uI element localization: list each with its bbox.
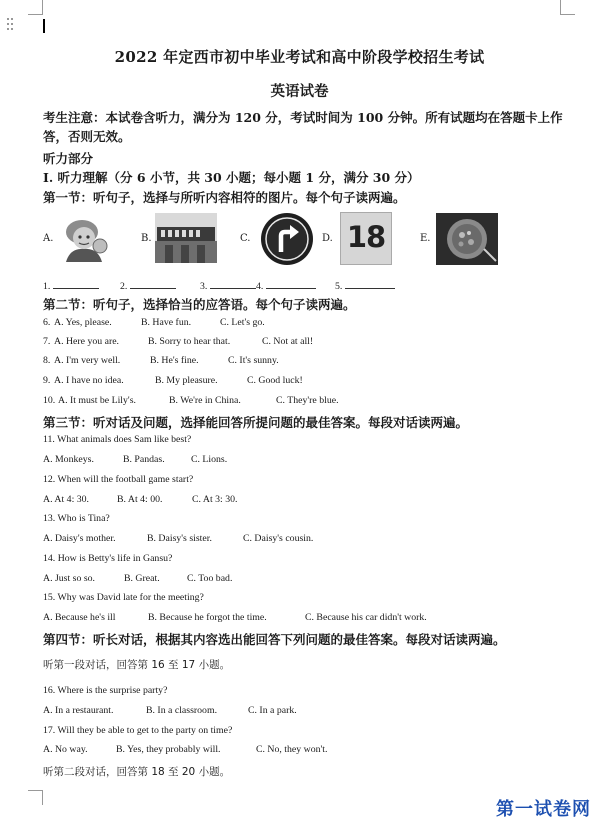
q15-question: 15. Why was David late for the meeting?	[43, 592, 204, 603]
q17-option-b: B. Yes, they probably will.	[116, 744, 221, 755]
answer-blank-3: 3.	[200, 278, 256, 292]
q11-option-b: B. Pandas.	[123, 454, 165, 465]
q9-number: 9.	[43, 375, 51, 386]
q17-option-c: C. No, they won't.	[256, 744, 328, 755]
picture-label-a: A.	[43, 233, 54, 244]
building-sign-icon	[155, 213, 217, 263]
page-title: 2022 年定西市初中毕业考试和高中阶段学校招生考试	[114, 48, 485, 66]
q15-option-b: B. Because he forgot the time.	[148, 612, 267, 623]
q14-option-c: C. Too bad.	[187, 573, 233, 584]
notice-line-1: 考生注意：本试卷含听力，满分为 120 分，考试时间为 100 分钟。所有试题均在答题卡上作	[43, 110, 563, 125]
picture-label-b: B.	[141, 233, 152, 244]
q6-option-c: C. Let's go.	[220, 317, 265, 328]
q10-option-b: B. We're in China.	[169, 395, 241, 406]
q8-number: 8.	[43, 355, 51, 366]
q13-option-b: B. Daisy's sister.	[147, 533, 212, 544]
q7-option-c: C. Not at all!	[262, 336, 314, 347]
q12-option-a: A. At 4: 30.	[43, 494, 89, 505]
q11-option-c: C. Lions.	[191, 454, 228, 465]
section1-heading: 第一节：听句子，选择与所听内容相符的图片。每个句子读两遍。	[43, 190, 406, 205]
q13-option-a: A. Daisy's mother.	[43, 533, 116, 544]
q8-option-a: A. I'm very well.	[54, 355, 121, 366]
q15-option-a: A. Because he's ill	[43, 612, 116, 623]
q8-option-c: C. It's sunny.	[228, 355, 279, 366]
boy-portrait-icon	[60, 216, 112, 262]
section-I-heading: Ⅰ. 听力理解（分 6 小节，共 30 小题；每小题 1 分，满分 30 分）	[43, 170, 420, 185]
q12-question: 12. When will the football game start?	[43, 474, 194, 485]
answer-blank-1: 1.	[43, 278, 99, 292]
q7-option-a: A. Here you are.	[54, 336, 120, 347]
q7-number: 7.	[43, 336, 51, 347]
listening-part-label: 听力部分	[43, 151, 94, 166]
corner-mark-top-right	[560, 0, 575, 15]
corner-mark-top-left	[28, 0, 43, 15]
q9-option-b: B. My pleasure.	[155, 375, 218, 386]
q11-option-a: A. Monkeys.	[43, 454, 94, 465]
sign-number: 18	[346, 220, 386, 254]
q14-option-a: A. Just so so.	[43, 573, 95, 584]
section2-heading: 第二节：听句子，选择恰当的应答语。每个句子读两遍。	[43, 297, 356, 312]
q13-question: 13. Who is Tina?	[43, 513, 110, 524]
answer-blank-5: 5.	[335, 278, 395, 292]
drag-handle-icon[interactable]	[7, 18, 15, 32]
q10-option-a: A. It must be Lily's.	[58, 395, 136, 406]
q7-option-b: B. Sorry to hear that.	[148, 336, 231, 347]
q16-option-b: B. In a classroom.	[146, 705, 218, 716]
q6-option-a: A. Yes, please.	[54, 317, 112, 328]
answer-blank-4: 4.	[256, 278, 316, 292]
q11-question: 11. What animals does Sam like best?	[43, 434, 192, 445]
q6-number: 6.	[43, 317, 51, 328]
q12-option-b: B. At 4: 00.	[117, 494, 163, 505]
q15-option-c: C. Because his car didn't work.	[305, 612, 427, 623]
q9-option-a: A. I have no idea.	[54, 375, 124, 386]
section4-intro-1: 听第一段对话，回答第 16 至 17 小题。	[43, 659, 231, 671]
q6-option-b: B. Have fun.	[141, 317, 192, 328]
q14-option-b: B. Great.	[124, 573, 160, 584]
text-cursor	[43, 19, 45, 33]
q17-option-a: A. No way.	[43, 744, 88, 755]
picture-label-c: C.	[240, 233, 251, 244]
page-subtitle: 英语试卷	[270, 83, 329, 100]
answer-blank-2: 2.	[120, 278, 176, 292]
corner-mark-bottom-left	[28, 790, 43, 805]
turn-right-sign-icon	[260, 212, 314, 266]
section4-heading: 第四节：听长对话，根据其内容选出能回答下列问题的最佳答案。每段对话读两遍。	[43, 632, 506, 647]
q13-option-c: C. Daisy's cousin.	[243, 533, 314, 544]
speed-limit-18-icon	[340, 212, 392, 265]
q8-option-b: B. He's fine.	[150, 355, 199, 366]
q16-question: 16. Where is the surprise party?	[43, 685, 168, 696]
q16-option-c: C. In a park.	[248, 705, 297, 716]
q12-option-c: C. At 3: 30.	[192, 494, 238, 505]
notice-line-2: 答，否则无效。	[43, 129, 131, 144]
section3-heading: 第三节：听对话及问题，选择能回答所提问题的最佳答案。每段对话读两遍。	[43, 415, 469, 430]
food-plate-icon	[436, 213, 498, 265]
q14-question: 14. How is Betty's life in Gansu?	[43, 553, 173, 564]
picture-label-d: D.	[322, 233, 333, 244]
q10-option-c: C. They're blue.	[276, 395, 339, 406]
q10-number: 10.	[43, 395, 56, 406]
site-watermark: 第一试卷网	[496, 799, 591, 820]
q16-option-a: A. In a restaurant.	[43, 705, 114, 716]
section4-intro-2: 听第二段对话，回答第 18 至 20 小题。	[43, 766, 231, 778]
q17-question: 17. Will they be able to get to the party on time?	[43, 725, 233, 736]
q9-option-c: C. Good luck!	[247, 375, 303, 386]
picture-label-e: E.	[420, 233, 431, 244]
